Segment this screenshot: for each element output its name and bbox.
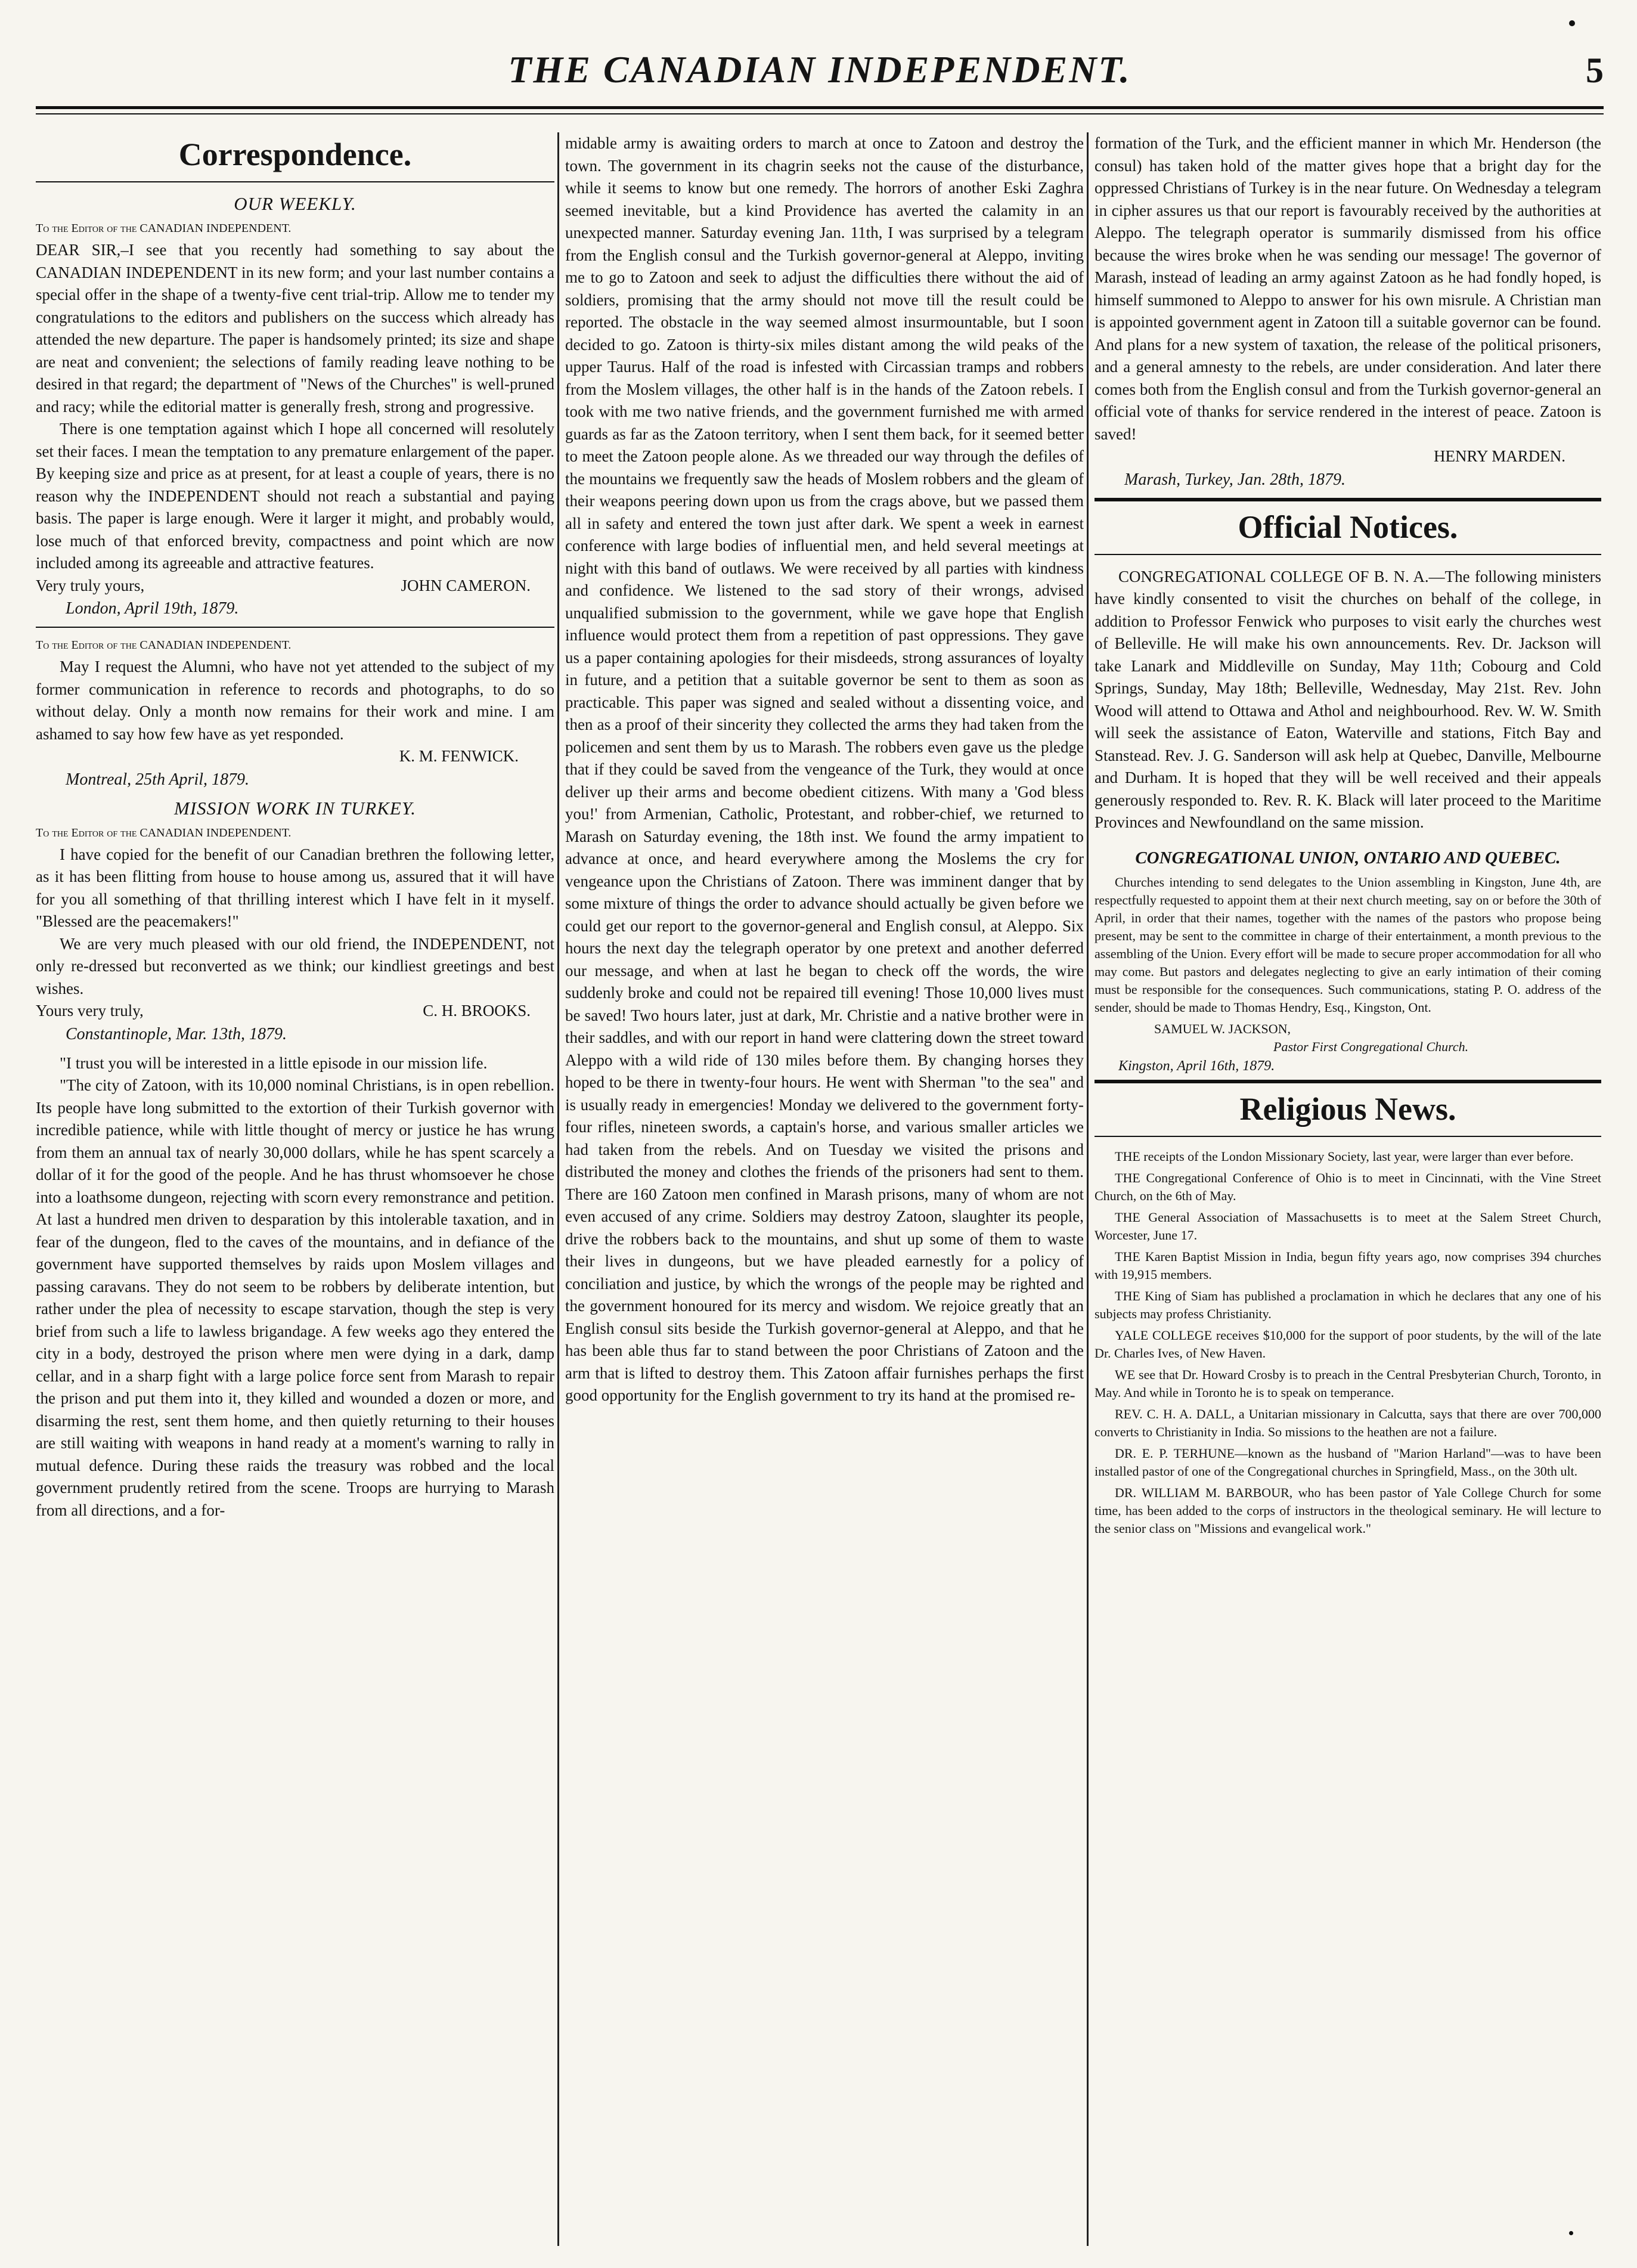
news-item: THE Congregational Conference of Ohio is to meet in Cincinnati, with the Vine Street Church, on the 6th of May. (1095, 1170, 1601, 1203)
dateline: Montreal, 25th April, 1879. (66, 770, 249, 789)
news-item: WE see that Dr. Howard Crosby is to preach in the Central Presbyterian Church, Toronto, in May. And while in Toronto he is to speak on temperance. (1095, 1367, 1601, 1400)
news-item: DR. WILLIAM M. BARBOUR, who has been pastor of Yale College Church for some time, has been added to the corps of instructors in the theological seminary. He will lecture to the senior class on "Missions and evangelical work." (1095, 1485, 1601, 1536)
union-signer: SAMUEL W. JACKSON, (1154, 1021, 1291, 1036)
section-rule (1095, 1136, 1601, 1137)
signer: HENRY MARDEN. (1433, 447, 1565, 465)
ink-speck-top (1569, 20, 1575, 26)
union-notice-heading: CONGREGATIONAL UNION, ONTARIO AND QUEBEC. (1135, 848, 1561, 867)
news-item: DR. E. P. TERHUNE—known as the husband of "Marion Harland"—was to have been installed pastor of one of the Congregational churches in Springfield, Mass., on the 30th ult. (1095, 1445, 1601, 1479)
news-item: THE General Association of Massachusetts is to meet at the Salem Street Church, Worcester, June 17. (1095, 1209, 1601, 1243)
signer: K. M. FENWICK. (399, 747, 519, 765)
dateline: London, April 19th, 1879. (66, 599, 239, 618)
union-notice-text: Churches intending to send delegates to the Union assembling in Kingston, June 4th, are respectfully requested to appoint them at their next church meeting, say on or before the 30th of April, in order that their names, together with the names of the pastors who propose being present, may be sent to the committee in charge of their entertainment, a month previous to the assembling of the Union. Every effort will be made to secure proper accommodation for all who may come. But pastors and delegates neglecting to give an early intimation of their coming must be responsible for the consequences. Such communications, stating P. O. address of the sender, should be made to Thomas Hendry, Esq., Kingston, Ont. (1095, 874, 1601, 1015)
article-paragraph: I have copied for the benefit of our Canadian brethren the following letter, as it has been flitting from house to house among us, assured that it will have for you all something of that thrilling interest which I have felt in it myself. "Blessed are the peacemakers!" (36, 845, 554, 930)
section-rule (1095, 498, 1601, 501)
editor-address: To the Editor of the CANADIAN INDEPENDENT. (36, 222, 292, 235)
article-paragraph: May I request the Alumni, who have not yet attended to the subject of my former communication in reference to records and photographs, to do so without delay. Only a month now remains for their work and mine. I am ashamed to say how few have as yet responded. (36, 658, 554, 743)
editor-address: To the Editor of the CANADIAN INDEPENDENT. (36, 639, 292, 652)
page-number: 5 (1586, 51, 1604, 90)
section-rule (1095, 554, 1601, 555)
closing: Very truly yours, (36, 576, 145, 594)
article-divider (36, 627, 554, 628)
column-2 (565, 132, 1084, 2246)
dateline: Constantinople, Mar. 13th, 1879. (66, 1024, 287, 1043)
masthead-rule-thick (36, 106, 1604, 109)
religious-news-heading: Religious News. (1239, 1090, 1456, 1127)
article-paragraph: DEAR SIR,–I see that you recently had something to say about the CANADIAN INDEPENDENT in its new form; and your last number contains a special offer in the shape of a twenty-five cent trial-trip. Allow me to tender my congratulations to the editors and publishers on the success which already has attended the new departure. The paper is handsomely printed; its size and shape are neat and convenient; the selections of family reading leave nothing to be desired in that regard; the department of "News of the Churches" is well-pruned and racy; while the editorial matter is generally fresh, strong and progressive. (36, 241, 554, 416)
article-paragraph: There is one temptation against which I hope all concerned will resolutely set their faces. I mean the temptation to any premature enlargement of the paper. By keeping size and price as at present, for at least a couple of years, there is no reason why the INDEPENDENT should not reach a substantial and paying basis. The paper is large enough. Were it larger it might, and probably would, lose much of that enforced brevity, compactness and point which are now included among its agreeable and attractive features. (36, 420, 554, 572)
news-item: YALE COLLEGE receives $10,000 for the support of poor students, by the will of the late Dr. Charles Ives, of New Haven. (1095, 1327, 1601, 1361)
signer: C. H. BROOKS. (423, 1002, 531, 1020)
news-item: THE Karen Baptist Mission in India, begun fifty years ago, now comprises 394 churches with 19,915 members. (1095, 1248, 1601, 1282)
section-rule (1095, 1080, 1601, 1083)
letter-continuation: midable army is awaiting orders to march at once to Zatoon and destroy the town. The government in its chagrin seeks not the cause of the disturbance, while it seems to know but one remedy. The horrors of another Eski Zaghra seemed inevitable, but a kind Providence has averted the calamity in an unexpected manner. Saturday evening Jan. 11th, I was surprised by a telegram from the English consul and the Turkish governor-general at Aleppo, inviting me to go to Zatoon and seek to adjust the difficulties there without the aid of soldiers, promising that the army should not move till the result could be reported. The obstacle in the way seemed almost insurmountable, but I soon decided to go. Zatoon is thirty-six miles distant among the wild peaks of the upper Taurus. Half of the road is infested with Circassian tramps and robbers from the Moslem villages, the other half is in the hands of the Zatoon rebels. I took with me two native friends, and the government furnished me with armed guards as far as the Zatoon territory, when I sent them back, for it seemed better to meet the Zatoon people alone. As we threaded our way through the defiles of the mountains we frequently saw the heads of Moslem robbers and the gleam of their weapons peering down upon us from the crags above, but we passed them all in safety and entered the town just after dark. We spent a week in earnest conference with large bodies of influential men, and held several meetings at night with this band of outlaws. We were received by all parties with kindness and confidence. We listened to the sad story of their wrongs, advised unqualified submission to the government, while we gave hope that English influence would protect them from a repetition of past oppressions. They gave us a paper containing apologies for their misdeeds, strong assurances of loyalty in future, and a petition that a suitable governor be sent to them as soon as practicable. This paper was signed and sealed without a dissenting voice, and then as a proof of their sincerity they collected the arms they had taken from the policemen and sent them by us to Marash. The robbers even gave us the pledge that if they could be saved from the vengeance of the Turk, they would at once deliver up their arms and become obedient citizens. With many a 'God bless you!' from Armenian, Catholic, Protestant, and robber-chief, we returned to Marash on Saturday evening, the 18th inst. We found the army impatient to advance at once, and heard everywhere among the Moslems the cry for vengeance upon the Christians of Zatoon. There was imminent danger that by some mixture of things the order to advance should actually be given before we could get our report to the governor-general and English consul, at Aleppo. Six hours the next day the telegraph operator by one pretext and another deferred our message, and when at last he began to check off the words, the wire suddenly broke and could not be repaired till evening! Those 10,000 lives must be saved! Two hours later, just at dark, Mr. Christie and a native brother were in their saddles, and with our report in hand were clattering down the street toward Aleppo with a wild ride of 130 miles before them. By changing horses they hoped to be there in twenty-four hours. He went with Sherman "to the sea" and is usually ready in emergencies! Monday we delivered to the government forty-four rifles, nineteen swords, a captain's horse, and various smaller articles we had taken from the rebels. And on Tuesday we visited the prisons and distributed the money and clothes the friends of the prisoners had sent to them. There are 160 Zatoon men confined in Marash prisons, many of whom are not even accused of any crime. Soldiers may destroy Zatoon, slaughter its people, drive the robbers back to the mountains, and shut up some of them to waste their lives in dungeons, but we have pleaded earnestly for a policy of conciliation and justice, by which the wrongs of the people may be righted and the government honoured for its mercy and wisdom. We rejoice greatly that an English consul sits beside the Turkish governor-general at Aleppo, and that he has been able thus far to stand between the poor Christians of Zatoon and the arm that is lifted to destroy them. This Zatoon affair furnishes perhaps the first good opportunity for the English government to try its hand at the promised re- (565, 134, 1084, 1404)
notice-paragraph: CONGREGATIONAL COLLEGE OF B. N. A.—The following ministers have kindly consented to visit the churches on behalf of the college, in addition to Professor Fenwick who purposes to visit early the churches west of Belleville. He will make his own announcements. Rev. Dr. Jackson will take Lanark and Middleville on Sunday, May 11th; Cobourg and Cold Springs, Sunday, May 18th; Belleville, Wednesday, May 21st. Rev. John Wood will attend to Ottawa and Athol and neighbourhood. Rev. W. W. Smith will seek the assistance of Eaton, Waterville and stations, Fitch Bay and Stanstead. Rev. J. G. Sanderson will ask help at Quebec, Danville, Melbourne and Durham. It is hoped that they will be well received and their appeals generously responded to. Rev. R. K. Black will later proceed to the Maritime Provinces and Newfoundland on the same mission. (1095, 567, 1601, 831)
union-signer-title: Pastor First Congregational Church. (1273, 1039, 1469, 1054)
section-rule (36, 181, 554, 182)
letter-paragraph: "The city of Zatoon, with its 10,000 nominal Christians, is in open rebellion. Its people have long submitted to the extortion of their Turkish governor with incredible patience, while with little thought of mercy or justice he has wrung from them an annual tax of nearly 30,000 dollars, while he has spent scarcely a dollar of it for the good of the people. And he has thrust whomsoever he chose into a loathsome dungeon, rejecting with scorn every remonstrance and petition. At last a hundred men driven to desparation by this intolerable taxation, and in fear of the dungeon, fled to the caves of the mountains, and in defiance of the government have supported themselves by raids upon Moslem villages and passing caravans. They do not seem to be robbers by deliberate intention, but rather under the plea of necessity to escape starvation, though the step is very brief from such a life to lawless brigandage. A few weeks ago they entered the city in a body, destroyed the prison where men were dying in a dark, damp cellar, and in a sharp fight with a large police force sent from Marash to repair the prison and put them into it, they killed and wounded a dozen or more, and disarming the rest, sent them home, and then quietly returning to their houses are still waiting with weapons in hand ready at a moment's warning to rally in mutual defence. During these raids the treasury was robbed and the local government prudently retired from the scene. Troops are hurrying to Marash from all directions, and a for- (36, 1076, 554, 1519)
letter-continuation: formation of the Turk, and the efficient manner in which Mr. Henderson (the consul) has taken hold of the matter gives hope that a bright day for the oppressed Christians of Turkey is in the near future. On Wednesday a telegram in cipher assures us that our report is favourably received by the authorities at Aleppo. The telegraph operator is summarily dismissed from his office because the wires broke when he was sending our message! The governor of Marash, instead of leading an army against Zatoon as he had fondly hoped, is himself summoned to Aleppo to answer for his own misrule. A Christian man is appointed government agent in Zatoon till a suitable governor can be found. And plans for a new system of taxation, the release of the political prisoners, and a general amnesty to the rebels, are under consideration. And later there comes both from the English consul and from the Turkish governor-general an official vote of thanks for service rendered in the interest of peace. Zatoon is saved! (1095, 134, 1601, 443)
official-notices-heading: Official Notices. (1238, 509, 1458, 545)
news-item: REV. C. H. A. DALL, a Unitarian missionary in Calcutta, says that there are over 700,000 converts to Christianity in India. So missions to the heathen are not a failure. (1095, 1406, 1601, 1439)
column-divider (1087, 132, 1089, 2246)
signature-line (36, 1000, 554, 1023)
article-paragraph: We are very much pleased with our old friend, the INDEPENDENT, not only re-dressed but reconverted as we think; our kindliest greetings and best wishes. (36, 934, 554, 997)
union-dateline: Kingston, April 16th, 1879. (1118, 1058, 1275, 1074)
editor-address: To the Editor of the CANADIAN INDEPENDENT. (36, 826, 292, 839)
article-title-our-weekly: OUR WEEKLY. (234, 193, 356, 214)
news-item: THE receipts of the London Missionary Society, last year, were larger than ever before. (1115, 1148, 1574, 1164)
column-3 (1095, 132, 1601, 2246)
letter-paragraph: "I trust you will be interested in a little episode in our mission life. (60, 1054, 488, 1072)
closing: Yours very truly, (36, 1002, 144, 1020)
column-divider (557, 132, 559, 2246)
dateline: Marash, Turkey, Jan. 28th, 1879. (1124, 470, 1345, 489)
column-1 (36, 132, 554, 2246)
article-title-mission-work: MISSION WORK IN TURKEY. (174, 797, 416, 819)
masthead-rule-thin (36, 113, 1604, 114)
signer: JOHN CAMERON. (401, 576, 531, 594)
masthead (36, 36, 1604, 125)
news-item: THE King of Siam has published a proclamation in which he declares that any one of his subjects may profess Christianity. (1095, 1288, 1601, 1321)
newspaper-title: THE CANADIAN INDEPENDENT. (508, 48, 1131, 91)
signature-line (36, 575, 554, 597)
correspondence-heading: Correspondence. (178, 137, 412, 172)
